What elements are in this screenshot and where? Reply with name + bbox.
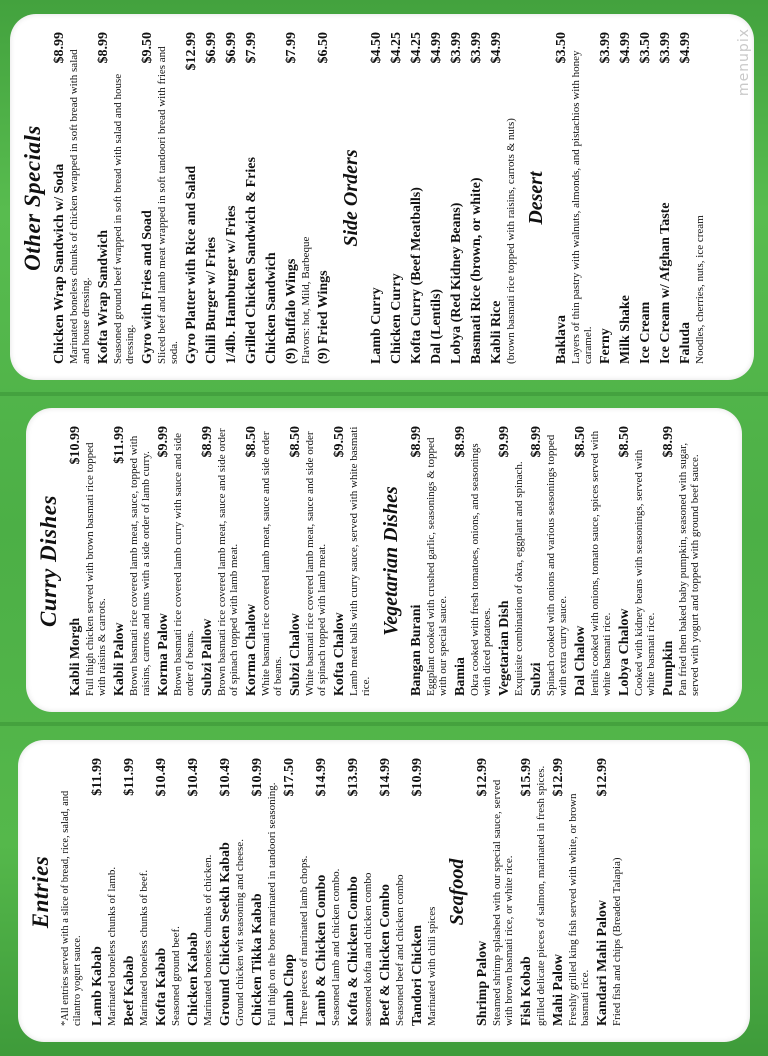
vegetarian-item [573, 426, 613, 696]
item-name: Kabli Palow [112, 622, 127, 696]
item-price: $10.49 [186, 758, 201, 797]
item-price: $4.25 [409, 32, 424, 64]
item-description: Noodles, cherries, nuts, ice cream [694, 215, 706, 364]
item-description: seasoned kofta and chicken combo [362, 872, 374, 1026]
item-name: Vegetarian Dish [497, 600, 512, 696]
vegetarian-item [409, 426, 449, 696]
special-item-row [184, 32, 200, 364]
entries-note: *All entries served with a slice of bread, rice, salad, and cilantro yogurt sauce. [60, 790, 83, 1026]
item-name: Lamb Chop [282, 954, 297, 1026]
panel-specials [0, 0, 768, 392]
curry-item-row [200, 426, 216, 696]
item-description: (brown basmati rice topped with raisins, carrots & nuts) [505, 118, 517, 364]
item-description: Exquisite combination of okra, eggplant and spinach. [513, 461, 525, 696]
specials-list [52, 32, 332, 364]
specials-heading: Other Specials [20, 125, 45, 271]
item-name: Kofta & Chicken Combo [346, 876, 361, 1026]
item-price: $9.99 [497, 426, 512, 458]
special-item [264, 32, 280, 364]
item-description: Layers of thin pastry with walnuts, almonds, and pistachios with honey caramel. [570, 50, 594, 364]
item-price: $12.99 [184, 32, 199, 71]
vegetarian-item-row [497, 426, 513, 696]
entry-item [154, 758, 182, 1026]
item-name: Chicken Curry [389, 273, 404, 364]
item-description: Seasoned ground beef. [170, 926, 182, 1026]
item-description: Fried fish and chips (Breaded Talapia) [611, 857, 623, 1026]
item-name: Shrimp Palow [475, 940, 490, 1026]
special-item [184, 32, 200, 364]
item-name: Subzi [529, 662, 544, 696]
item-price: $8.99 [52, 32, 67, 64]
item-price: $10.49 [154, 758, 169, 797]
side-orders-heading: Side Orders [340, 149, 362, 247]
item-name: Korma Palow [156, 613, 171, 696]
curry-item-row [244, 426, 260, 696]
item-name: Lamb Curry [369, 287, 384, 364]
seafood-item [595, 758, 623, 1026]
side-order-item [369, 32, 385, 364]
item-price: $8.99 [661, 426, 676, 458]
fold-line [0, 392, 768, 396]
item-name: Dal Chalow [573, 625, 588, 696]
item-name: (9) Fried Wings [316, 270, 331, 364]
item-price: $13.99 [346, 758, 361, 797]
item-name: Fish Kobab [519, 956, 534, 1026]
item-description: Seasoned lamb and chicken combo. [330, 868, 342, 1026]
dessert-item-row [678, 32, 694, 364]
item-description: Three pieces of marinated lamb chops. [298, 855, 310, 1026]
dessert-item-row [618, 32, 634, 364]
entry-item-row [282, 758, 298, 1026]
item-description: Full thigh chicken served with brown basmati rice topped with raisins & carrots. [84, 442, 108, 696]
curry-list [68, 426, 372, 696]
curry-item-row [156, 426, 172, 696]
entries-heading: Entries [28, 855, 53, 929]
item-price: $17.50 [282, 758, 297, 797]
special-item-row [52, 32, 68, 364]
special-item-row [264, 32, 280, 364]
entry-item [186, 758, 214, 1026]
special-item-row [284, 32, 300, 364]
side-orders-list [369, 32, 517, 364]
entry-item-row [90, 758, 106, 1026]
side-order-item-row [369, 32, 385, 364]
item-name: Chili Burger w/ Fries [204, 237, 219, 364]
item-name: Dal (Lentils) [429, 288, 444, 364]
item-description: Marinated boneless chunks of chicken wrapped in soft bread with salad and house dressing. [68, 49, 92, 364]
item-name: Ferny [598, 328, 613, 364]
item-name: Kofta Kabab [154, 947, 169, 1026]
entry-item-row [250, 758, 266, 1026]
item-name: Kofta Wrap Sandwich [96, 229, 111, 364]
item-name: Grilled Chicken Sandwich & Fries [244, 157, 259, 364]
item-name: Chicken Tikka Kabab [250, 893, 265, 1026]
item-name: Lobya Chalow [617, 608, 632, 696]
entry-item-row [378, 758, 394, 1026]
item-description: Seasoned beef and chicken combo [394, 874, 406, 1026]
item-price: $4.99 [678, 32, 693, 64]
side-order-item-row [389, 32, 405, 364]
vegetarian-item-row [453, 426, 469, 696]
item-name: Lamb & Chicken Combo [314, 874, 329, 1026]
special-item [244, 32, 260, 364]
special-item [316, 32, 332, 364]
dessert-list [554, 32, 706, 364]
special-item [224, 32, 240, 364]
item-description: Sliced beef and lamb meat wrapped in soft tandoori bread with fries and soda. [156, 46, 180, 364]
item-name: Kandari Mahi Palow [595, 899, 610, 1026]
item-price: $3.50 [554, 32, 569, 64]
item-name: Beef Kabab [122, 955, 137, 1026]
item-description: Brown basmati rice covered lamb curry with sauce and side order of beans. [172, 433, 196, 696]
curry-item [68, 426, 108, 696]
item-name: Mahi Palow [551, 954, 566, 1026]
seafood-item-row [519, 758, 535, 1026]
seafood-item [551, 758, 591, 1026]
side-order-item-row [469, 32, 485, 364]
item-price: $8.50 [617, 426, 632, 458]
menupix-watermark: menupix [736, 28, 752, 97]
entry-item [90, 758, 118, 1026]
item-price: $10.99 [250, 758, 265, 797]
item-price: $3.99 [469, 32, 484, 64]
panel-entries [0, 726, 768, 1056]
special-item-row [204, 32, 220, 364]
item-description: Seasoned ground beef wrapped in soft bread with salad and house dressing. [112, 73, 136, 364]
item-price: $12.99 [475, 758, 490, 797]
item-description: Full thigh on the bone marinated in tandoori seasoning. [266, 782, 278, 1026]
curry-item-row [68, 426, 84, 696]
item-price: $9.99 [156, 426, 171, 458]
entry-item [282, 758, 310, 1026]
entry-item [314, 758, 342, 1026]
entry-item [346, 758, 374, 1026]
vegetarian-list [409, 426, 701, 696]
curry-item-row [332, 426, 348, 696]
dessert-heading: Desert [525, 171, 547, 225]
special-item-row [140, 32, 156, 364]
item-name: Pumpkin [661, 640, 676, 696]
item-price: $3.50 [638, 32, 653, 64]
item-description: White basmati rice covered lamb meat, sauce and side order of beans. [260, 431, 284, 696]
item-price: $4.99 [489, 32, 504, 64]
side-order-item [389, 32, 405, 364]
item-price: $8.99 [453, 426, 468, 458]
special-item [284, 32, 312, 364]
item-price: $8.50 [244, 426, 259, 458]
item-name: Ice Cream [638, 301, 653, 364]
item-price: $15.99 [519, 758, 534, 797]
side-order-item [449, 32, 465, 364]
item-name: Chicken Kabab [186, 932, 201, 1026]
item-description: Ground chicken wit seasoning and cheese. [234, 839, 246, 1026]
dessert-item [618, 32, 634, 364]
item-description: Okra cooked with fresh tomatoes, onions, and seasonings with diced potatoes. [469, 443, 493, 696]
item-price: $12.99 [551, 758, 566, 797]
seafood-item-row [595, 758, 611, 1026]
entries-list [90, 758, 438, 1026]
item-price: $3.99 [598, 32, 613, 64]
item-name: Beef & Chicken Combo [378, 884, 393, 1026]
panel-curry [0, 396, 768, 722]
item-name: Kofta Curry (Beef Meatballs) [409, 187, 424, 364]
entry-item-row [122, 758, 138, 1026]
item-name: Kofta Chalow [332, 612, 347, 696]
item-name: Faluda [678, 321, 693, 364]
vegetarian-item [661, 426, 701, 696]
entry-item [218, 758, 246, 1026]
item-price: $14.99 [378, 758, 393, 797]
item-description: Marinated boneless chunks of lamb. [106, 866, 118, 1026]
curry-item-row [112, 426, 128, 696]
item-description: Marinated boneless chunks of beef. [138, 869, 150, 1026]
seafood-item [475, 758, 515, 1026]
item-name: Ground Chicken Seekh Kabab [218, 842, 233, 1026]
item-price: $8.50 [288, 426, 303, 458]
item-name: Kabli Rice [489, 300, 504, 364]
entry-item-row [154, 758, 170, 1026]
entry-item-row [186, 758, 202, 1026]
curry-item [112, 426, 152, 696]
entry-item-row [346, 758, 362, 1026]
item-name: Milk Shake [618, 295, 633, 364]
specials-card [10, 14, 754, 380]
item-price: $11.99 [90, 758, 105, 796]
side-order-item-row [489, 32, 505, 364]
item-description: Cooked with kidney beans with seasonings, served with white basmati rice. [633, 449, 657, 696]
item-price: $10.49 [218, 758, 233, 797]
item-price: $11.99 [112, 426, 127, 464]
item-description: Brown basmati rice covered lamb meat, sauce, topped with raisins, carrots and nuts with a side order of lamb curry. [128, 435, 152, 696]
item-name: Tandori Chicken [410, 924, 425, 1026]
special-item-row [224, 32, 240, 364]
curry-item-row [288, 426, 304, 696]
item-name: Subzi Pallow [200, 618, 215, 696]
item-name: Lamb Kabab [90, 946, 105, 1026]
curry-item [332, 426, 372, 696]
dessert-item [658, 32, 674, 364]
fold-line [0, 722, 768, 726]
item-description: White basmati rice covered lamb meat, sauce and side order of spinach topped with lamb meat. [304, 431, 328, 696]
special-item [140, 32, 180, 364]
side-order-item [469, 32, 485, 364]
entry-item-row [218, 758, 234, 1026]
special-item [204, 32, 220, 364]
vegetarian-item [453, 426, 493, 696]
item-name: Basmati Rice (brown, or white) [469, 177, 484, 364]
vegetarian-item-row [617, 426, 633, 696]
item-name: Bamia [453, 657, 468, 696]
item-price: $3.99 [449, 32, 464, 64]
item-price: $11.99 [122, 758, 137, 796]
item-description: Flavors: hot, Mild, Barbeque [300, 236, 312, 364]
vegetarian-item-row [409, 426, 425, 696]
item-price: $7.99 [244, 32, 259, 64]
special-item [52, 32, 92, 364]
item-description: Pan fried then baked baby pumpkin, seasoned with sugar, served with yogurt and topped with ground beef sauce. [677, 442, 701, 696]
item-price: $6.50 [316, 32, 331, 64]
curry-item [156, 426, 196, 696]
dessert-item [638, 32, 654, 364]
entry-item [250, 758, 278, 1026]
curry-item [288, 426, 328, 696]
seafood-item [519, 758, 547, 1026]
item-price: $10.99 [410, 758, 425, 797]
dessert-item-row [658, 32, 674, 364]
curry-item [200, 426, 240, 696]
entry-item [122, 758, 150, 1026]
seafood-item-row [475, 758, 491, 1026]
side-order-item-row [449, 32, 465, 364]
item-price: $4.25 [389, 32, 404, 64]
dessert-item-row [598, 32, 614, 364]
item-name: Chicken Wrap Sandwich w/ Soda [52, 163, 67, 364]
item-description: Freshly grilled king fish served with white, or brown basmati rice. [567, 793, 591, 1026]
item-name: Kabli Morgh [68, 617, 83, 696]
item-name: Chicken Sandwich [264, 252, 279, 364]
dessert-item [678, 32, 706, 364]
item-description: grilled delicate pieces of salmon, marinated in fresh spices. [535, 765, 547, 1026]
item-name: (9) Buffalo Wings [284, 258, 299, 364]
dessert-item-row [554, 32, 570, 364]
side-order-item [489, 32, 517, 364]
curry-item [244, 426, 284, 696]
item-price: $8.99 [529, 426, 544, 458]
vegetarian-item [497, 426, 525, 696]
dessert-item-row [638, 32, 654, 364]
side-order-item-row [429, 32, 445, 364]
item-name: Baklava [554, 314, 569, 364]
item-name: 1/4lb. Hamburger w/ Fries [224, 205, 239, 364]
item-name: Gyro Platter with Rice and Salad [184, 165, 199, 364]
vegetarian-heading: Vegetarian Dishes [380, 486, 402, 636]
item-price: $4.50 [369, 32, 384, 64]
item-price: $9.50 [332, 426, 347, 458]
item-description: Brown basmati rice covered lamb meat, sauce and side order of spinach topped with lamb meat. [216, 428, 240, 696]
entry-item [410, 758, 438, 1026]
special-item [96, 32, 136, 364]
item-price: $8.50 [573, 426, 588, 458]
special-item-row [96, 32, 112, 364]
entry-item-row [314, 758, 330, 1026]
item-price: $12.99 [595, 758, 610, 797]
vegetarian-item-row [661, 426, 677, 696]
item-description: Eggplant cooked with crushed garlic, seasonings & topped with our special sauce. [425, 437, 449, 696]
item-price: $10.99 [68, 426, 83, 465]
item-name: Lobya (Red Kidney Beans) [449, 202, 464, 364]
item-price: $6.99 [204, 32, 219, 64]
seafood-heading: Seafood [446, 858, 468, 926]
item-price: $3.99 [658, 32, 673, 64]
entry-item-row [410, 758, 426, 1026]
item-name: Korma Chalow [244, 603, 259, 696]
item-price: $8.99 [409, 426, 424, 458]
seafood-item-row [551, 758, 567, 1026]
item-price: $8.99 [200, 426, 215, 458]
item-price: $6.99 [224, 32, 239, 64]
dessert-item [598, 32, 614, 364]
vegetarian-item-row [573, 426, 589, 696]
entries-card [18, 740, 750, 1042]
item-name: Gyro with Fries and Soad [140, 210, 155, 364]
item-price: $14.99 [314, 758, 329, 797]
item-description: Lamb meat balls with curry sauce, served with white basmati rice. [348, 426, 372, 696]
side-order-item-row [409, 32, 425, 364]
dessert-item [554, 32, 594, 364]
curry-card [26, 408, 742, 712]
item-description: Marinated boneless chunks of chicken. [202, 854, 214, 1026]
item-description: lentils cooked with onions, tomato sauce, spices served with white basmati rice. [589, 430, 613, 696]
vegetarian-item [529, 426, 569, 696]
item-price: $4.99 [618, 32, 633, 64]
special-item-row [244, 32, 260, 364]
special-item-row [316, 32, 332, 364]
vegetarian-item-row [529, 426, 545, 696]
item-name: Subzi Chalow [288, 613, 303, 696]
side-order-item [409, 32, 425, 364]
item-price: $9.50 [140, 32, 155, 64]
item-name: Bangan Burani [409, 604, 424, 696]
item-price: $4.99 [429, 32, 444, 64]
item-description: Spinach cooked with onions and various seasonings topped with extra curry sauce. [545, 434, 569, 696]
item-description: Steamed shrimp splashed with our special sauce, served with brown basmati rice, or white rice. [491, 779, 515, 1026]
item-description: Marinated with chili spices [426, 906, 438, 1026]
item-price: $7.99 [284, 32, 299, 64]
curry-heading: Curry Dishes [36, 495, 61, 627]
seafood-list [475, 758, 623, 1026]
vegetarian-item [617, 426, 657, 696]
item-name: Ice Cream w/ Afghan Taste [658, 202, 673, 364]
side-order-item [429, 32, 445, 364]
item-price: $8.99 [96, 32, 111, 64]
entry-item [378, 758, 406, 1026]
